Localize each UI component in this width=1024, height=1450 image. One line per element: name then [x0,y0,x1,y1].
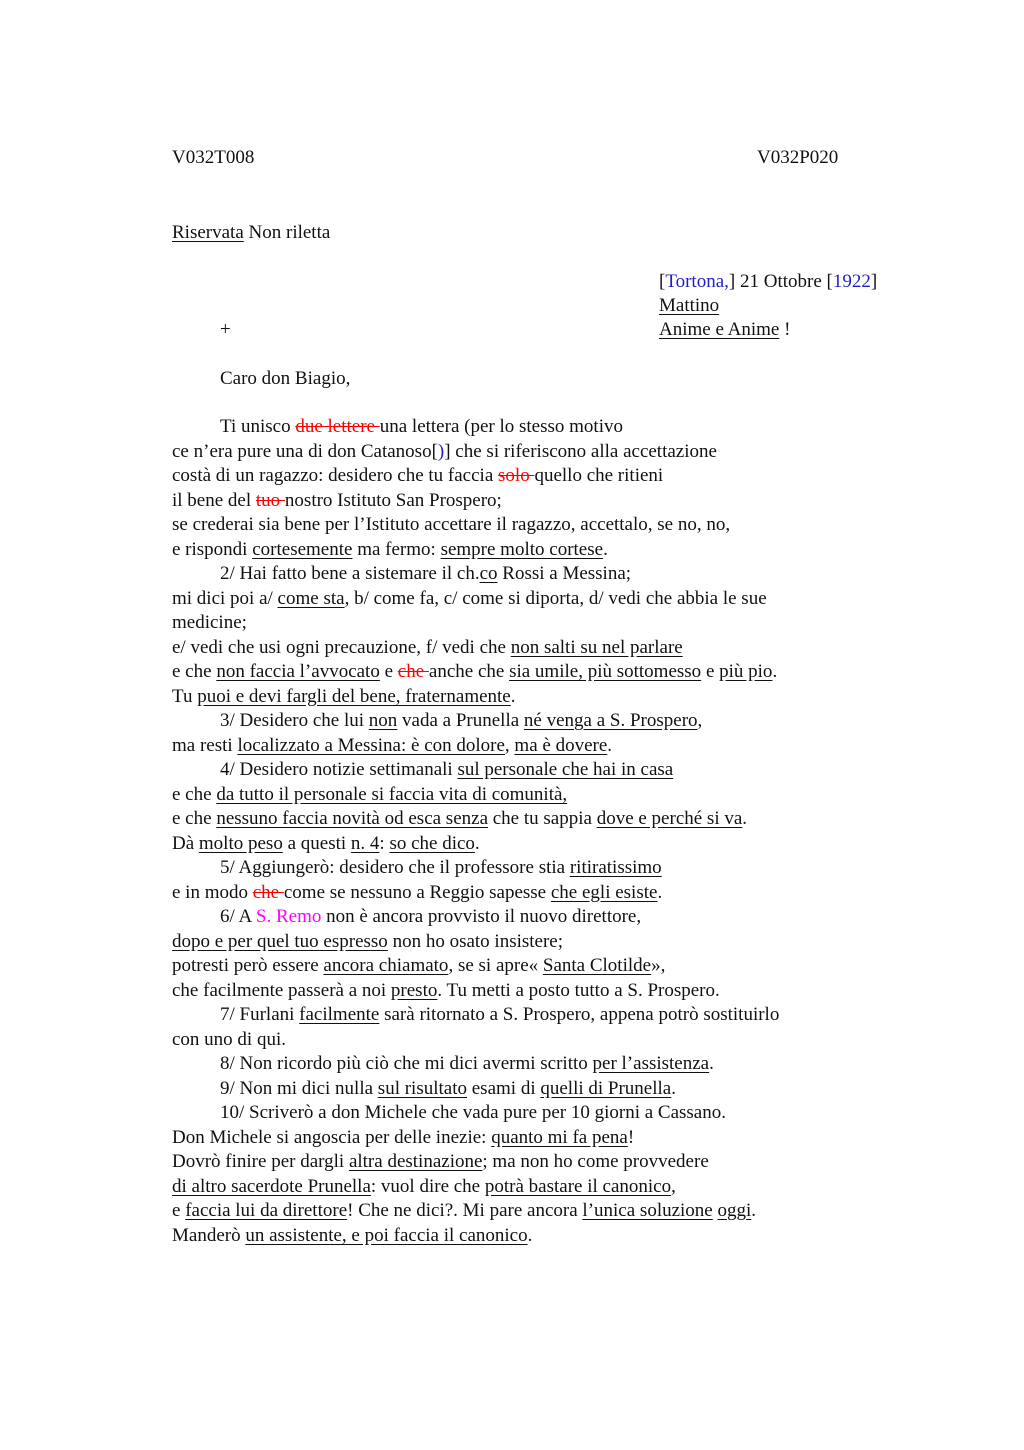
underlined-text: non faccia l’avvocato [216,661,380,682]
text-run: . [510,685,516,707]
text-run: 5/ Aggiungerò: desidero che il professore stia [220,857,570,878]
text-run: ma resti [172,734,238,756]
bracket-close: ] [870,271,878,292]
body-line [172,440,932,465]
text-run: come se nessuno a Reggio sapesse [283,881,551,903]
text-run: Ti unisco [220,416,296,437]
body-line [172,758,932,783]
place-name: Tortona, [665,271,729,292]
underlined-text: faccia lui da direttore [185,1200,348,1221]
underlined-text: localizzato a Messina: è con dolore [237,734,505,756]
body-line [172,636,932,661]
underlined-text: presto [390,979,438,1001]
body-line [172,856,932,881]
body-line [172,415,932,440]
underlined-text: ritiratissimo [569,857,662,878]
text-run: . [751,1200,757,1221]
text-run: 10/ Scriverò a don Michele che vada pure per 10 giorni a Cassano. [220,1102,726,1123]
text-run: , [671,1175,676,1197]
body-line [172,930,932,955]
body-line [172,979,932,1004]
underlined-text: di altro sacerdote Prunella [172,1175,371,1197]
body-line [172,1077,932,1102]
underlined-text: dopo e per quel tuo espresso [172,930,388,952]
underlined-text: sia umile, più sottomesso [509,661,702,682]
text-run: , [697,710,703,731]
body-line [172,587,932,612]
underlined-text: sempre molto cortese [440,538,604,560]
text-run: Dovrò finire per dargli [172,1151,349,1172]
motto-text: Anime e Anime [659,319,780,340]
underlined-text: molto peso [198,832,283,854]
text-run: , se si apre« [448,955,543,976]
underlined-text: nessuno faccia novità od esca senza [216,808,488,829]
text-run: : [379,832,390,854]
body-line [172,464,932,489]
text-run: 3/ Desidero che lui [220,710,369,731]
highlighted-place: S. Remo [255,906,322,927]
text-run: 6/ A [220,906,256,927]
deleted-text: tuo [255,489,285,511]
text-run: e [379,661,398,682]
body-line [172,1199,932,1224]
text-run: anche che [428,661,510,682]
motto-end: ! [779,319,791,340]
text-run: ! Che ne dici?. Mi pare ancora [347,1200,583,1221]
text-run: ] che si riferiscono alla accettazione [444,440,717,462]
text-run: con uno di qui. [172,1028,286,1050]
text-run: , b/ come fa, c/ come si diporta, d/ vedi che abbia le sue [344,587,767,609]
underlined-text: ancora chiamato [323,955,449,976]
body-line [172,489,932,514]
text-run: . Tu metti a posto tutto a S. Prospero. [437,979,720,1001]
text-run: . [671,1077,676,1099]
text-run: il bene del [172,489,256,511]
text-run: . [772,661,778,682]
text-run: . [742,808,748,829]
body-line [172,832,932,857]
underlined-text: ma è dovere [514,734,608,756]
text-run: Don Michele si angoscia per delle inezie: [172,1126,492,1148]
body-line [172,783,932,808]
text-run: 9/ Non mi dici nulla [220,1077,378,1099]
text-run: : vuol dire che [370,1175,485,1197]
text-run: quello che ritieni [534,465,664,486]
text-run: non ho osato insistere; [387,930,564,952]
text-run: Tu [172,685,198,707]
underlined-text: quanto mi fa pena [491,1126,628,1148]
deleted-text: che [252,881,284,903]
underlined-text: dove e perché si va [596,808,743,829]
cross-symbol: + [220,319,231,340]
underlined-text: Santa Clotilde [542,955,652,976]
body-line [172,1028,932,1053]
text-run: . [657,881,663,903]
text-run: . [474,832,480,854]
date-text: ] 21 Ottobre [ [728,271,833,292]
editorial-mark: ) [437,440,445,462]
body-line [172,1101,932,1126]
body-line [172,709,932,734]
body-line [172,881,932,906]
text-run: medicine; [172,612,247,633]
body-line [172,611,932,636]
text-run: ma fermo: [352,538,441,560]
underlined-text: oggi [717,1200,752,1221]
dateline [659,270,877,294]
underlined-text: più pio [719,661,773,682]
underlined-text: puoi e devi fargli del bene, fraternamente [197,685,511,707]
underlined-text: facilmente [299,1004,380,1025]
status-line [172,221,330,245]
text-run: ! [627,1126,635,1148]
time-of-day: Mattino [659,295,720,316]
underlined-text: altra destinazione [348,1151,483,1172]
body-line [172,734,932,759]
underlined-text: sul risultato [377,1077,467,1099]
year: 1922 [832,271,871,292]
underlined-text: cortesemente [252,538,353,560]
text-run: Manderò [172,1224,246,1246]
text-run: Dà [172,832,199,854]
underlined-text: so che dico [389,832,475,854]
text-run: non è ancora provvisto il nuovo direttore, [321,906,642,927]
bracket-open: [ [659,271,666,292]
non-riletta-label: Non riletta [248,222,331,243]
text-run: a questi [282,832,351,854]
deleted-text: che [397,661,429,682]
underlined-text: né venga a S. Prospero [523,710,698,731]
letter-body [172,415,932,1248]
text-run: potresti però essere [172,955,324,976]
text-run: e in modo [172,881,253,903]
text-run: 2/ Hai fatto bene a sistemare il ch. [220,563,480,584]
text-run: una lettera (per lo stesso motivo [379,416,623,437]
underlined-text: da tutto il personale si faccia vita di comunità, [216,783,568,805]
underlined-text: quelli di Prunella [540,1077,672,1099]
text-run: . [527,1224,533,1246]
text-run: mi dici poi a/ [172,587,278,609]
body-line [172,954,932,979]
text-run: Rossi a Messina; [497,563,632,584]
underlined-text: sul personale che hai in casa [457,759,674,780]
text-run: 8/ Non ricordo più ciò che mi dici avermi scritto [220,1053,593,1074]
text-run: . [603,538,608,560]
riservata-label: Riservata [172,222,244,243]
body-line [172,1150,932,1175]
text-run: sarà ritornato a S. Prospero, appena potrò sostituirlo [379,1004,780,1025]
text-run: », [651,955,666,976]
text-run: esami di [467,1077,541,1099]
body-line [172,685,932,710]
text-run: e [172,1200,186,1221]
text-run: ; ma non ho come provvedere [482,1151,709,1172]
underlined-text: potrà bastare il canonico [484,1175,672,1197]
text-run: che tu sappia [488,808,597,829]
body-line [172,905,932,930]
body-line [172,1003,932,1028]
underlined-text: non salti su nel parlare [510,636,683,658]
text-run: costà di un ragazzo: desidero che tu faccia [172,465,499,486]
text-run: . [709,1053,714,1074]
text-run: vada a Prunella [397,710,524,731]
text-run: , [504,734,515,756]
body-line [172,1175,932,1200]
body-line [172,538,932,563]
text-run: e che [172,808,217,829]
text-run: e che [172,661,217,682]
document-code-left: V032T008 [172,147,255,168]
body-line [172,807,932,832]
body-line [172,513,932,538]
body-line [172,1052,932,1077]
salutation: Caro don Biagio, [220,368,351,389]
text-run: se crederai sia bene per l’Istituto accettare il ragazzo, accettalo, se no, no, [172,514,731,535]
document-code-right: V032P020 [757,147,839,168]
text-run: e rispondi [172,538,253,560]
underlined-text: co [479,563,498,584]
underlined-text: come sta [277,587,345,609]
body-line [172,1224,932,1249]
text-run: nostro Istituto San Prospero; [284,489,502,511]
text-run: 4/ Desidero notizie settimanali [220,759,458,780]
text-run: che facilmente passerà a noi [172,979,391,1001]
underlined-text: non [368,710,398,731]
text-run: e/ vedi che usi ogni precauzione, f/ vedi che [172,636,511,658]
motto [659,318,790,342]
text-run: e [701,661,720,682]
underlined-text: l’unica soluzione [582,1200,713,1221]
underlined-text: che egli esiste [550,881,658,903]
body-line [172,1126,932,1151]
underlined-text: un assistente, e poi faccia il canonico [245,1224,528,1246]
body-line [172,562,932,587]
deleted-text: solo [498,465,535,486]
underlined-text: n. 4 [350,832,380,854]
deleted-text: due lettere [295,416,380,437]
text-run: e che [172,783,217,805]
text-run: ce n’era pure una di don Catanoso[ [172,440,438,462]
underlined-text: per l’assistenza [592,1053,710,1074]
text-run: . [607,734,613,756]
body-line [172,660,932,685]
text-run: 7/ Furlani [220,1004,300,1025]
